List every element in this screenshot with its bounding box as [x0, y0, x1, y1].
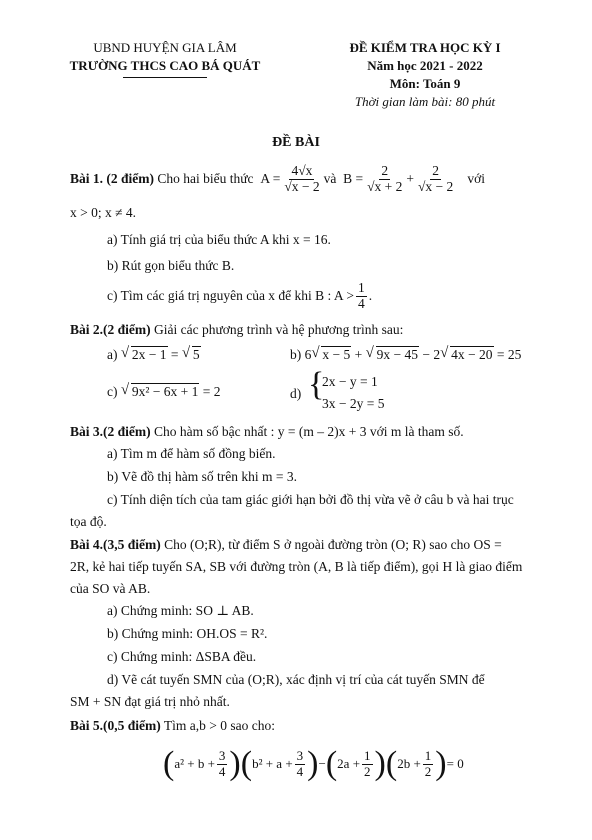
bai2-intro: Giải các phương trình và hệ phương trình sau:	[154, 322, 404, 337]
bai2-b-rhs: = 25	[496, 347, 522, 362]
bai2-b-sqrt1	[311, 347, 351, 363]
bai1-a-den: √x − 2	[284, 178, 320, 194]
header-exam-title: ĐỀ KIỂM TRA HỌC KỲ I	[349, 40, 501, 55]
bai1-a-num: 4√x	[291, 162, 313, 178]
bai5-frac-3	[362, 749, 373, 779]
header-school-name: TRƯỜNG THCS CAO BÁ QUÁT	[69, 58, 261, 73]
bai4-question-d-line2: SM + SN đạt giá trị nhỏ nhất.	[70, 694, 230, 709]
bai1-statement	[70, 160, 485, 198]
bai2-b-radicand1: x − 5	[322, 347, 351, 362]
bai5-frac-2	[295, 749, 306, 779]
bai1-b-num2: 2	[432, 162, 440, 178]
bai2-d-eq2: 3x − 2y = 5	[322, 396, 385, 411]
bai5-frac-1	[217, 749, 228, 779]
bai2-b-radicand2: 9x − 45	[376, 347, 418, 362]
bai4-text-1: Cho (O;R), từ điểm S ở ngoài đường tròn (O; R) sao cho OS =	[164, 537, 502, 552]
bai2-eq-a	[107, 347, 201, 363]
header-duration: Thời gian làm bài: 80 phút	[354, 94, 496, 109]
bai2-a-sqrt2	[182, 347, 201, 363]
bai1-qc-period: .	[368, 288, 373, 303]
bai4-label: Bài 4.(3,5 điểm)	[70, 537, 161, 552]
bai1-b-den1: √x + 2	[367, 178, 403, 194]
bai2-c-sqrt	[121, 384, 200, 400]
bai2-d-brace: {	[308, 366, 325, 403]
bai4-question-c: c) Chứng minh: ΔSBA đều.	[107, 649, 257, 664]
bai4-question-d-line1: d) Vẽ cát tuyến SMN của (O;R), xác định vị trí của cát tuyến SMN để	[107, 672, 485, 687]
bai1-and: và	[323, 171, 337, 186]
bai5-frac-3-den: 2	[364, 763, 371, 779]
bai2-a-eq: =	[170, 347, 179, 362]
bai5-term-2: b² + a +	[252, 756, 293, 771]
bai5-frac-3-num: 1	[364, 748, 371, 764]
bai5-label: Bài 5.(0,5 điểm)	[70, 718, 161, 733]
bai2-d-label: d)	[290, 386, 302, 401]
bai2-statement	[70, 322, 403, 338]
bai1-b-num1: 2	[381, 162, 389, 178]
bai2-b-sqrt3	[440, 347, 493, 363]
bai1-a-fraction	[282, 164, 321, 195]
bai2-d-eq1: 2x − y = 1	[322, 374, 378, 389]
bai5-frac-4-num: 1	[424, 748, 432, 764]
bai3-question-c-line2: tọa độ.	[70, 514, 107, 529]
bai5-paren-close-2: )	[307, 745, 319, 782]
bai5-minus: −	[318, 756, 326, 771]
bai5-term-1: a² + b +	[174, 756, 215, 771]
bai1-question-b: b) Rút gọn biểu thức B.	[107, 258, 235, 273]
bai5-equation	[163, 742, 464, 786]
bai2-a-radicand1: 2x − 1	[131, 347, 167, 362]
bai2-b-sqrt2	[366, 347, 419, 363]
header-school-year: Năm học 2021 - 2022	[367, 58, 483, 73]
bai2-a-label: a)	[107, 347, 118, 362]
bai4-line3: của SO và AB.	[70, 581, 151, 596]
bai1-with: với	[467, 171, 486, 186]
header-school-authority: UBND HUYỆN GIA LÂM	[93, 40, 237, 55]
bai2-c-radicand: 9x² − 6x + 1	[131, 384, 199, 399]
bai3-question-c-line1: c) Tính diện tích của tam giác giới hạn bởi đồ thị vừa vẽ ở câu b và hai trục	[107, 492, 514, 507]
bai1-qc-text: c) Tìm các giá trị nguyên của x để khi B : A >	[107, 288, 354, 303]
bai5-frac-1-den: 4	[218, 763, 226, 779]
bai1-qc-num: 1	[357, 279, 365, 295]
bai5-paren-open-2: (	[240, 745, 253, 782]
bai2-eq-b	[290, 347, 521, 363]
bai5-term-3: 2a +	[337, 756, 361, 771]
bai1-question-a: a) Tính giá trị của biểu thức A khi x = 16.	[107, 232, 331, 247]
bai5-paren-open-4: (	[385, 745, 398, 782]
bai5-frac-4-den: 2	[424, 763, 432, 779]
bai2-eq-c	[107, 384, 221, 400]
bai2-b-radicand3: 4x − 20	[451, 347, 493, 362]
bai1-qc-fraction	[356, 281, 367, 312]
bai4-line2: 2R, kẻ hai tiếp tuyến SA, SB với đường tròn (A, B là tiếp điểm), gọi H là giao điểm	[70, 559, 523, 574]
bai2-b-minus: − 2	[422, 347, 441, 362]
bai1-b-fraction-1	[365, 164, 404, 195]
bai5-intro: Tìm a,b > 0 sao cho:	[163, 718, 275, 733]
bai2-c-rhs: = 2	[202, 384, 221, 399]
bai5-statement	[70, 718, 275, 734]
bai2-a-sqrt1	[121, 347, 168, 363]
bai5-frac-1-num: 3	[218, 748, 226, 764]
page-title: ĐỀ BÀI	[272, 135, 320, 150]
bai3-label: Bài 3.(2 điểm)	[70, 424, 151, 439]
bai5-paren-close-1: )	[229, 745, 241, 782]
bai1-b-den2: √x − 2	[418, 178, 454, 194]
bai5-frac-2-den: 4	[296, 763, 304, 779]
bai1-plus: +	[406, 171, 414, 186]
bai3-intro: Cho hàm số bậc nhất : y = (m – 2)x + 3 với m là tham số.	[154, 424, 464, 439]
bai2-b-label: b)	[290, 347, 302, 362]
bai5-frac-2-num: 3	[296, 748, 304, 764]
bai1-qc-den: 4	[357, 295, 365, 311]
bai4-question-a: a) Chứng minh: SO ⊥ AB.	[107, 603, 254, 618]
bai5-rhs: = 0	[446, 756, 464, 771]
bai2-b-coef: 6	[304, 347, 312, 362]
bai5-frac-4	[423, 749, 434, 779]
header-underline-left	[123, 77, 207, 78]
bai1-b-fraction-2	[416, 164, 455, 195]
bai4-line1	[70, 537, 502, 553]
bai4-question-b: b) Chứng minh: OH.OS = R².	[107, 626, 268, 641]
bai1-b-lhs: B =	[343, 171, 364, 186]
bai3-question-b: b) Vẽ đồ thị hàm số trên khi m = 3.	[107, 469, 297, 484]
bai1-intro: Cho hai biểu thức	[157, 171, 254, 186]
bai5-term-4: 2b +	[397, 756, 421, 771]
bai1-a-lhs: A =	[260, 171, 281, 186]
bai3-question-a: a) Tìm m để hàm số đồng biến.	[107, 446, 276, 461]
bai5-paren-close-3: )	[374, 745, 386, 782]
bai2-label: Bài 2.(2 điểm)	[70, 322, 151, 337]
bai2-a-radicand2: 5	[192, 347, 200, 362]
bai1-label: Bài 1. (2 điểm)	[70, 171, 154, 186]
bai5-paren-open-3: (	[325, 745, 338, 782]
bai3-statement	[70, 424, 464, 440]
bai2-c-label: c)	[107, 384, 118, 399]
bai1-question-c	[107, 278, 372, 314]
bai1-condition: x > 0; x ≠ 4.	[70, 205, 137, 220]
bai5-paren-open-1: (	[163, 745, 175, 782]
bai2-b-plus: +	[354, 347, 363, 362]
bai5-paren-close-4: )	[435, 745, 447, 782]
header-subject: Môn: Toán 9	[389, 76, 461, 91]
